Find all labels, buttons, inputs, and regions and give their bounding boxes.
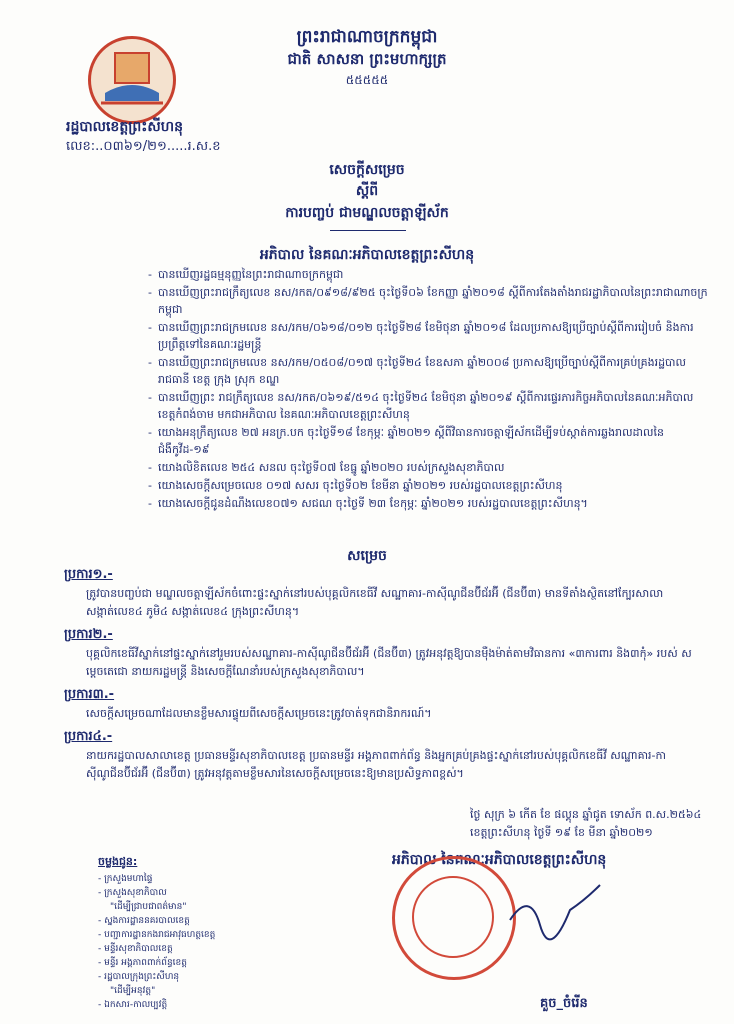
cc-item: - ស្នងការដ្ឋាននគរបាលខេត្ត [98, 916, 190, 926]
resolve-heading: សម្រេច [347, 548, 387, 564]
cc-item: - ក្រសួងសុខាភិបាល [98, 888, 167, 898]
article-2-body: បុគ្គលិកខេធីវីស្នាក់នៅផ្ទះស្នាក់នៅរួមរបស់សណ្ឋាគារ-កាស៊ីណូជីនប៊ីជ័រអ៊ី (ជីនប៊ី៣) ត្រូវអនុវត្តឱ្យបានម៉ឺងម៉ាត់តាមវិធានការ «៣ការពារ និង៣កុំ» របស់ សម្តេចតេជោ នាយករដ្ឋមន្ត្រី និងសេចក្តីណែនាំរបស់ក្រសួងសុខាភិបាល។ [86, 647, 692, 678]
cc-item: - បញ្ជាការដ្ឋានកងរាជអាវុធហត្ថខេត្ត [98, 930, 216, 940]
issuing-authority: អភិបាល នៃគណៈអភិបាលខេត្តព្រះសីហនុ [259, 247, 475, 263]
provincial-emblem-icon [88, 36, 176, 124]
cc-item: - មន្ទីរ អង្គភាពពាក់ព័ន្ធខេត្ត [98, 958, 187, 968]
cc-item: - ក្រសួងមហាផ្ទៃ [98, 874, 153, 884]
cc-list [98, 872, 298, 1012]
article-3-body: សេចក្តីសម្រេចណាដែលមានខ្លឹមសារផ្ទុយពីសេចក្តីសម្រេចនេះត្រូវចាត់ទុកជានិរាករណ៍។ [86, 707, 432, 720]
recital-item: - បានឃើញព្រះរាជក្រឹត្យលេខ នស/រកត/០៩១៨/៩២៥ ចុះថ្ងៃទី០៦ ខែកញ្ញា ឆ្នាំ២០១៨ ស្តីពីការតែងតាំងរាជរដ្ឋាភិបាលនៃព្រះរាជាណាចក្រកម្ពុជា [148, 284, 708, 318]
signatory-title: អភិបាល នៃគណៈអភិបាលខេត្តព្រះសីហនុ [392, 852, 607, 868]
recital-item: - យោងអនុក្រឹត្យលេខ ២៧ អនក្រ.បក ចុះថ្ងៃទី១៨ ខែកុម្ភៈ ឆ្នាំ២០២១ ស្តីពីវិធានការចត្តាឡីស័កដើម្បីទប់ស្កាត់ការឆ្លងរាលដាលនៃជំងឺកូវីដ-១៩ [148, 424, 708, 458]
header-ornament: ៥៥៥៥៥ [345, 73, 389, 87]
recital-item: - បានឃើញរដ្ឋធម្មនុញ្ញនៃព្រះរាជាណាចក្រកម្ពុជា [148, 266, 708, 283]
reference-number: លេខ:..០៣៦១/២១.....រ.ស.ខ [66, 139, 221, 154]
recitals-list [148, 266, 708, 513]
article-1-heading: ប្រការ១.- [64, 567, 113, 582]
recital-item: - យោងលិខិតលេខ ២៥៤ សនល ចុះថ្ងៃទី០៧ ខែធ្នូ ឆ្នាំ២០២០ របស់ក្រសួងសុខាភិបាល [148, 459, 708, 476]
document-type: សេចក្តីសម្រេច [329, 162, 405, 178]
cc-item: - រដ្ឋបាលក្រុងព្រះសីហនុ [98, 972, 180, 982]
cc-item: - ឯកសារ-កាលប្បវត្តិ [98, 1000, 168, 1010]
recital-item: - បានឃើញព្រះ រាជក្រឹត្យលេខ នស/រកត/០៦១៩/៥១៤ ចុះថ្ងៃទី២៤ ខែមិថុនា ឆ្នាំ២០១៩ ស្តីពីការផ្ទេរភារកិច្ចអភិបាលនៃគណៈអភិបាលខេត្តកំពង់ចាម មកជាអភិបាល នៃគណៈអភិបាលខេត្តព្រះសីហនុ [148, 389, 708, 423]
solar-date: ខេត្តព្រះសីហនុ ថ្ងៃទី ១៩ ខែ មីនា ឆ្នាំ២០២១ [470, 826, 653, 839]
signatory-name: គួច_ចំរើន [540, 996, 588, 1011]
recital-item: - យោងសេចក្តីជូនដំណឹងលេខ០៧១ សជណ ចុះថ្ងៃទី ២៣ ខែកុម្ភៈ ឆ្នាំ២០២១ របស់រដ្ឋបាលខេត្តព្រះសីហនុ។ [148, 495, 708, 512]
kingdom-title: ព្រះរាជាណាចក្រកម្ពុជា [296, 27, 438, 47]
article-1-body: ត្រូវបានបញ្ចប់ជា មណ្ឌលចត្តាឡីស័កចំពោះផ្ទះស្នាក់នៅរបស់បុគ្គលិកខេធីវី សណ្ឋាគារ-កាស៊ីណូជីនប៊ីជ័រអ៊ី (ជីនប៊ី៣) មានទីតាំងស្ថិតនៅក្បែរសាលាសង្កាត់លេខ៤ ភូមិ៤ សង្កាត់លេខ៤ ក្រុងព្រះសីហនុ។ [86, 587, 664, 618]
cc-item: - មន្ទីរសុខាភិបាលខេត្ត [98, 944, 173, 954]
cc-heading: ចម្លងជូន: [98, 855, 138, 868]
recital-item: - បានឃើញព្រះរាជក្រមលេខ នស/រកម/០៦១៨/០១២ ចុះថ្ងៃទី២៨ ខែមិថុនា ឆ្នាំ២០១៨ ដែលប្រកាសឱ្យប្រើច្បាប់ស្តីពីការរៀបចំ និងការប្រព្រឹត្តទៅនៃគណៈរដ្ឋមន្ត្រី [148, 319, 708, 353]
title-divider [330, 230, 406, 231]
document-subject: ការបញ្ចប់ ជាមណ្ឌលចត្តាឡីស័ក [285, 205, 449, 221]
signature-icon [500, 880, 610, 950]
seal-inner-ring-icon [412, 876, 494, 958]
cc-item: "ដើម្បីអនុវត្ត" [110, 986, 156, 996]
cc-item: "ដើម្បីជ្រាបជាពត៌មាន" [110, 902, 187, 912]
national-motto: ជាតិ សាសនា ព្រះមហាក្សត្រ [287, 50, 447, 68]
issuer-name: រដ្ឋបាលខេត្តព្រះសីហនុ [66, 119, 183, 135]
article-2-heading: ប្រការ២.- [64, 627, 113, 642]
article-3-heading: ប្រការ៣.- [64, 687, 115, 702]
document-on: ស្តីពី [355, 183, 379, 199]
lunar-date: ថ្ងៃ សុក្រ ៦ កើត ខែ ផល្គុន ឆ្នាំជូត ទោស័ក ព.ស.២៥៦៤ [470, 808, 702, 821]
recital-item: - បានឃើញព្រះរាជក្រមលេខ នស/រកម/០៥០៨/០១៧ ចុះថ្ងៃទី២៤ ខែឧសភា ឆ្នាំ២០០៨ ប្រកាសឱ្យប្រើច្បាប់ស្តីពីការគ្រប់គ្រងរដ្ឋបាលរាជធានី ខេត្ត ក្រុង ស្រុក ខណ្ឌ [148, 354, 708, 388]
article-4-body: នាយករដ្ឋបាលសាលាខេត្ត ប្រធានមន្ទីរសុខាភិបាលខេត្ត ប្រធានមន្ទីរ អង្គភាពពាក់ព័ន្ធ និងអ្នកគ្រប់គ្រងផ្ទះស្នាក់នៅរបស់បុគ្គលិកខេធីវី សណ្ឋាគារ-កាស៊ីណូជីនប៊ីជ័រអ៊ី (ជីនប៊ី៣) ត្រូវអនុវត្តតាមខ្លឹមសារនៃសេចក្តីសម្រេចនេះឱ្យមានប្រសិទ្ធភាពខ្ពស់។ [86, 749, 666, 780]
recital-item: - យោងសេចក្តីសម្រេចលេខ ០១៧ សសរ ចុះថ្ងៃទី០២ ខែមីនា ឆ្នាំ២០២១ របស់រដ្ឋបាលខេត្តព្រះសីហនុ [148, 477, 708, 494]
article-4-heading: ប្រការ៤.- [64, 729, 113, 744]
